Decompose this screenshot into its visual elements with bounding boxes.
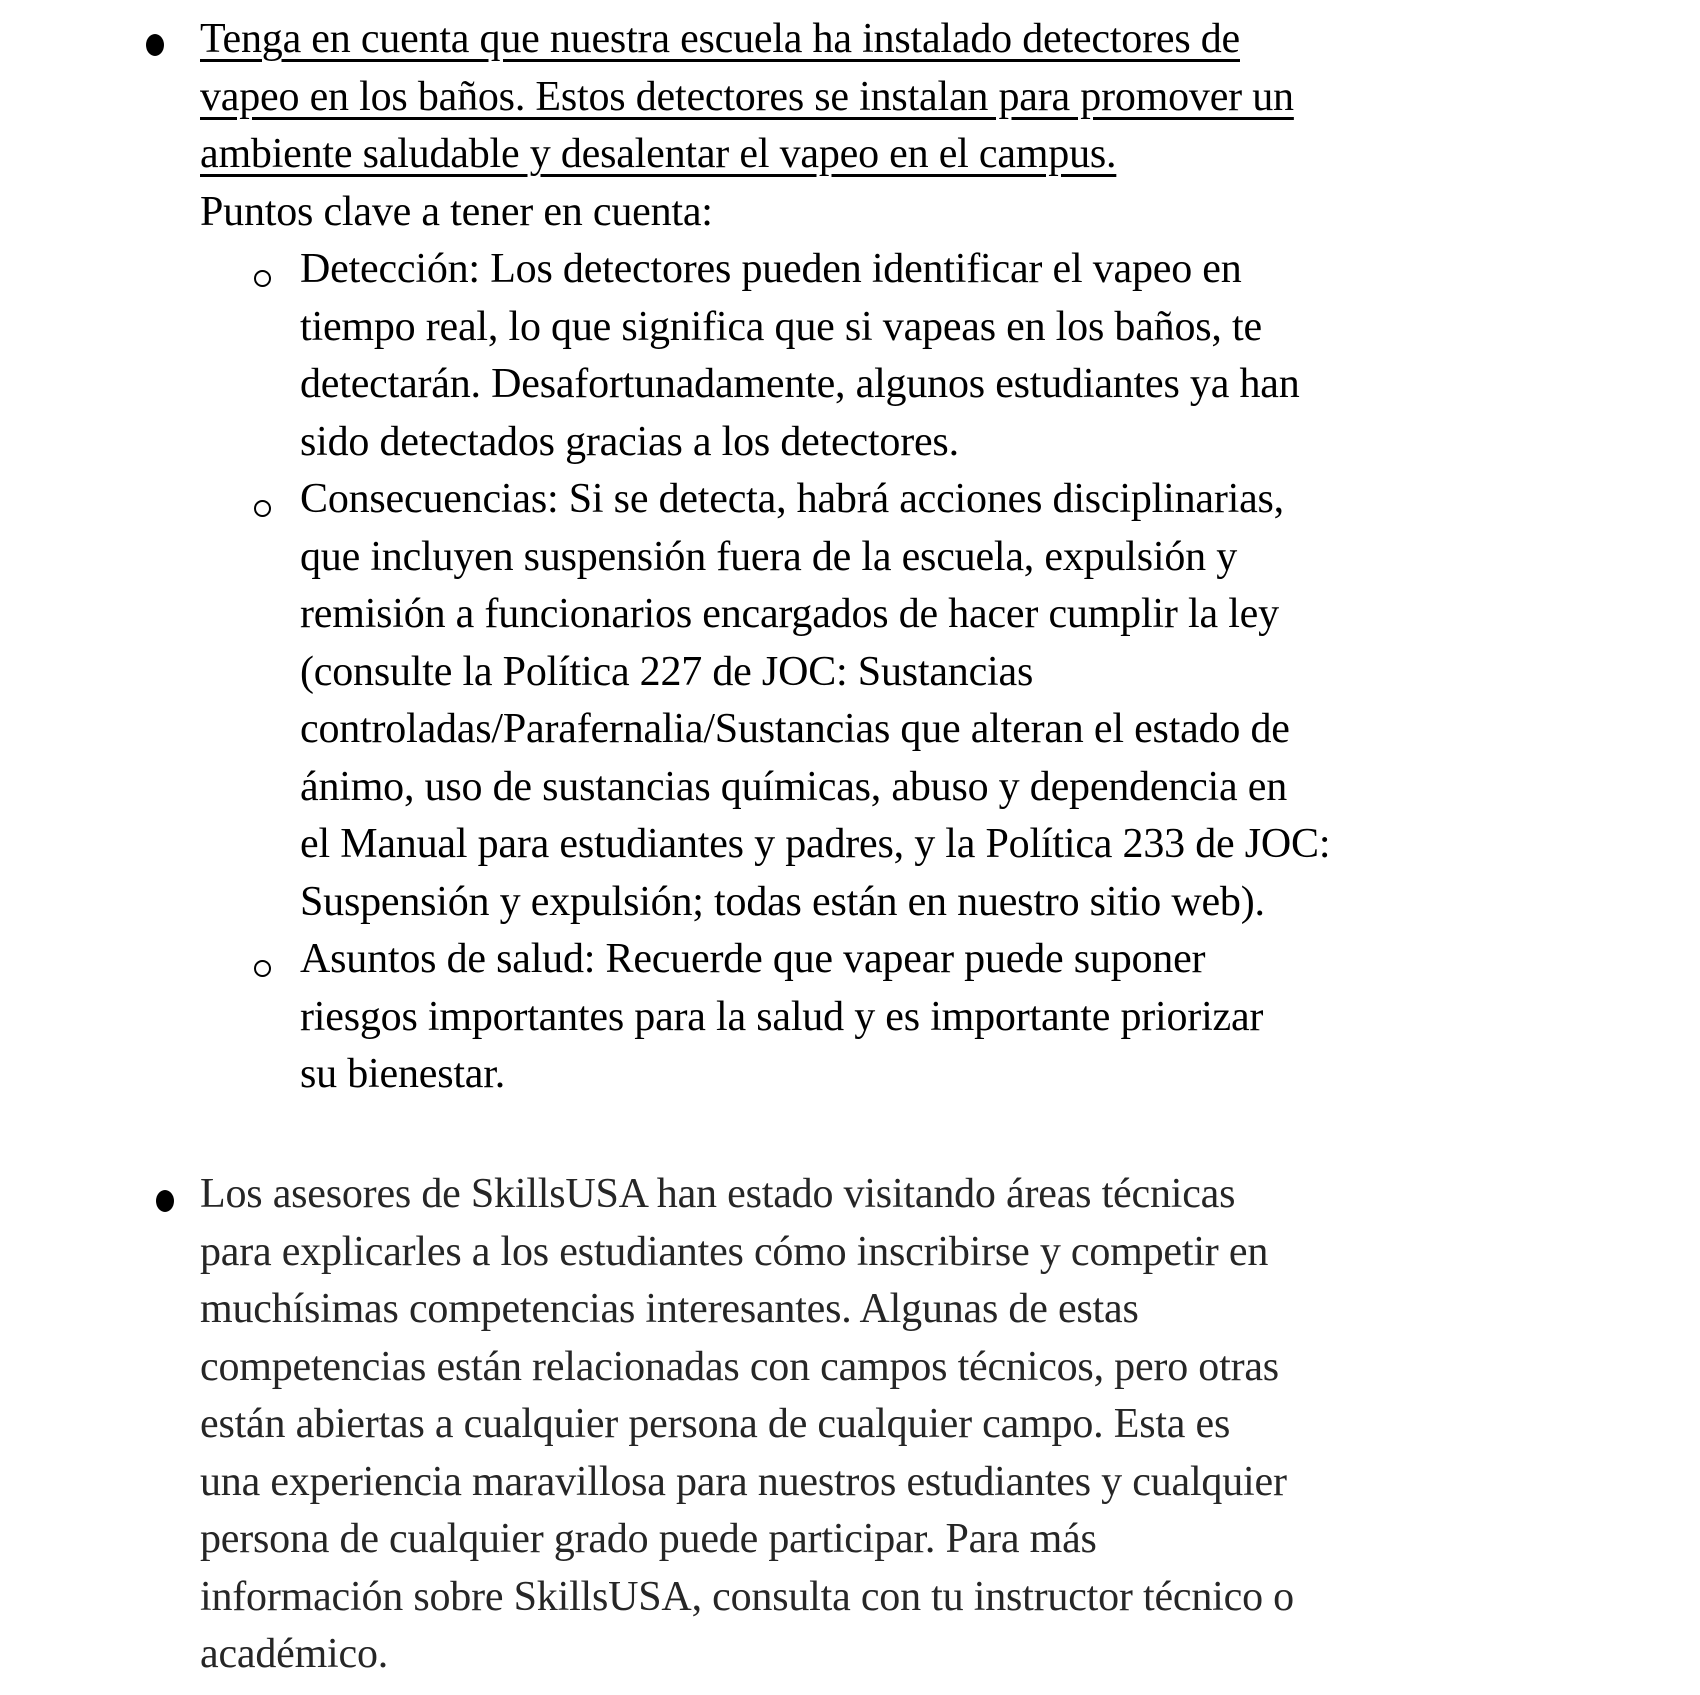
paragraph-line: muchísimas competencias interesantes. Algunas de estas xyxy=(200,1286,1139,1332)
paragraph-line: información sobre SkillsUSA, consulta con tu instructor técnico o xyxy=(200,1573,1294,1620)
sub-item-line: (consulte la Política 227 de JOC: Sustancias xyxy=(300,648,1034,695)
sub-item-line: sido detectados gracias a los detectores. xyxy=(300,418,959,465)
sub-item-line: controladas/Parafernalia/Sustancias que alteran el estado de xyxy=(300,706,1290,752)
skillsusa-paragraph xyxy=(200,1166,1620,1684)
paragraph-line: persona de cualquier grado puede participar. Para más xyxy=(200,1516,1097,1562)
sub-item-line: Suspensión y expulsión; todas están en nuestro sitio web). xyxy=(300,878,1265,925)
vape-detector-notice xyxy=(200,11,1620,241)
sub-item-consecuencias xyxy=(300,471,1620,931)
key-points-heading: Puntos clave a tener en cuenta: xyxy=(200,188,713,235)
sub-item-line: su bienestar. xyxy=(300,1051,506,1097)
bullet-icon xyxy=(146,34,164,56)
paragraph-line: una experiencia maravillosa para nuestros estudiantes y cualquier xyxy=(200,1458,1287,1505)
sub-item-line: el Manual para estudiantes y padres, y la Política 233 de JOC: xyxy=(300,821,1331,867)
sub-item-salud xyxy=(300,931,1620,1104)
sub-item-line: que incluyen suspensión fuera de la escuela, expulsión y xyxy=(300,533,1238,580)
paragraph-line: académico. xyxy=(200,1631,389,1677)
bullet-icon xyxy=(156,1190,174,1212)
sub-item-line: detectarán. Desafortunadamente, algunos estudiantes ya han xyxy=(300,361,1300,407)
sub-item-line: tiempo real, lo que significa que si vapeas en los baños, te xyxy=(300,303,1262,350)
paragraph-line: para explicarles a los estudiantes cómo inscribirse y competir en xyxy=(200,1228,1269,1275)
sub-item-line: ánimo, uso de sustancias químicas, abuso y dependencia en xyxy=(300,763,1288,810)
paragraph-line: están abiertas a cualquier persona de cualquier campo. Esta es xyxy=(200,1401,1231,1447)
sub-item-line: Detección: Los detectores pueden identificar el vapeo en xyxy=(300,246,1242,292)
notice-line: Tenga en cuenta que nuestra escuela ha instalado detectores de xyxy=(200,16,1240,62)
notice-line: vapeo en los baños. Estos detectores se instalan para promover un xyxy=(200,73,1294,120)
paragraph-line: Los asesores de SkillsUSA han estado visitando áreas técnicas xyxy=(200,1171,1236,1217)
sub-item-line: Asuntos de salud: Recuerde que vapear puede suponer xyxy=(300,936,1206,982)
sub-item-deteccion xyxy=(300,241,1620,471)
circle-bullet-icon xyxy=(254,270,271,287)
paragraph-line: competencias están relacionadas con campos técnicos, pero otras xyxy=(200,1343,1279,1390)
sub-item-line: remisión a funcionarios encargados de hacer cumplir la ley xyxy=(300,591,1279,637)
sub-item-line: riesgos importantes para la salud y es importante priorizar xyxy=(300,993,1264,1040)
sub-item-line: Consecuencias: Si se detecta, habrá acciones disciplinarias, xyxy=(300,476,1284,522)
notice-line: ambiente saludable y desalentar el vapeo en el campus. xyxy=(200,131,1117,177)
circle-bullet-icon xyxy=(254,500,271,517)
circle-bullet-icon xyxy=(254,960,271,977)
